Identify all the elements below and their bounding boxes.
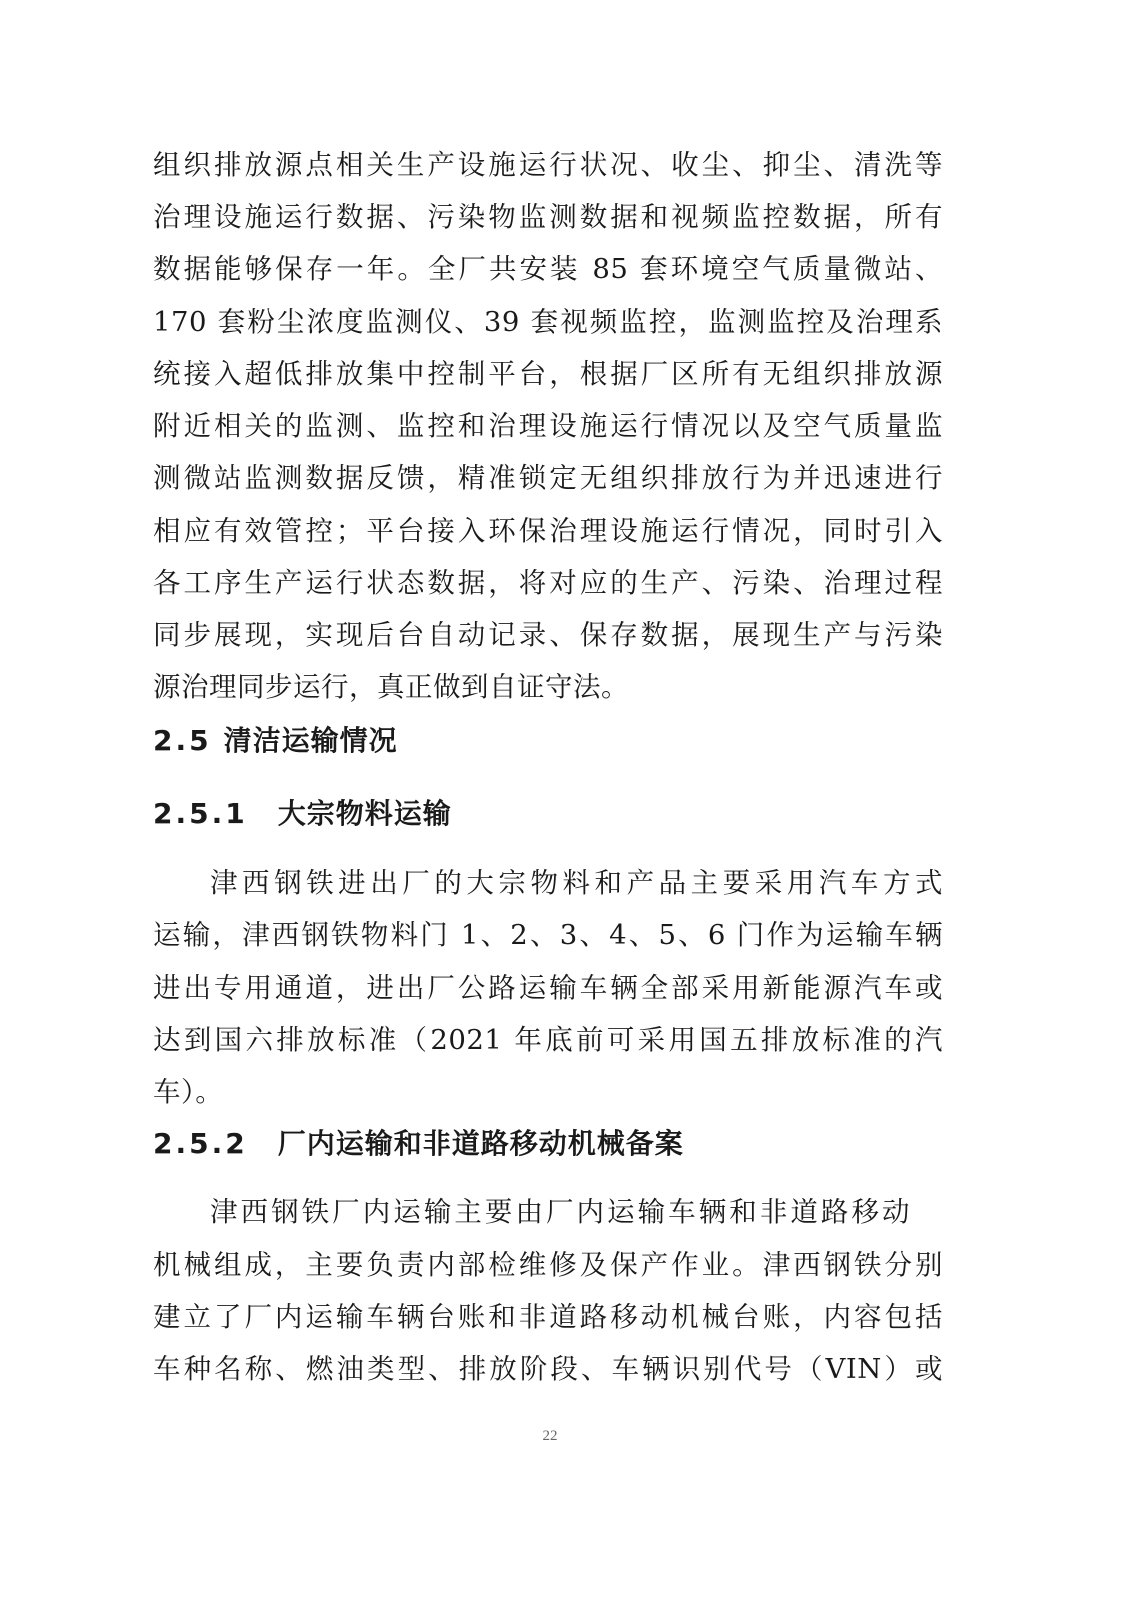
paragraph-line: 达到国六排放标准（2021 年底前可采用国五排放标准的汽 <box>153 1024 943 1056</box>
paragraph-line: 治理设施运行数据、污染物监测数据和视频监控数据，所有 <box>153 201 943 233</box>
page-number: 22 <box>542 1428 558 1444</box>
section-heading-2-5 <box>153 719 398 763</box>
section-title: 厂内运输和非道路移动机械备案 <box>277 1127 684 1160</box>
section-title: 大宗物料运输 <box>277 797 452 830</box>
paragraph-line: 机械组成，主要负责内部检维修及保产作业。津西钢铁分别 <box>153 1249 943 1281</box>
paragraph-line: 数据能够保存一年。全厂共安装 85 套环境空气质量微站、 <box>153 253 943 285</box>
paragraph-line: 运输，津西钢铁物料门 1、2、3、4、5、6 门作为运输车辆 <box>153 919 943 951</box>
section-number: 2.5.1 <box>153 797 248 830</box>
section-number: 2.5 <box>153 724 212 757</box>
paragraph-line: 附近相关的监测、监控和治理设施运行情况以及空气质量监 <box>153 410 943 442</box>
paragraph-line: 各工序生产运行状态数据，将对应的生产、污染、治理过程 <box>153 567 943 599</box>
paragraph-line: 同步展现，实现后台自动记录、保存数据，展现生产与污染 <box>153 619 943 651</box>
paragraph-line: 建立了厂内运输车辆台账和非道路移动机械台账，内容包括 <box>153 1301 943 1333</box>
paragraph-line: 进出专用通道，进出厂公路运输车辆全部采用新能源汽车或 <box>153 972 943 1004</box>
paragraph-line: 测微站监测数据反馈，精准锁定无组织排放行为并迅速进行 <box>153 462 943 494</box>
section-number: 2.5.2 <box>153 1127 248 1160</box>
paragraph-line: 相应有效管控；平台接入环保治理设施运行情况，同时引入 <box>153 515 943 547</box>
paragraph-line: 津西钢铁进出厂的大宗物料和产品主要采用汽车方式 <box>210 867 943 899</box>
section-heading-2-5-2 <box>153 1122 684 1166</box>
paragraph-line: 车）。 <box>153 1076 224 1108</box>
paragraph-line: 车种名称、燃油类型、排放阶段、车辆识别代号（VIN）或 <box>153 1353 943 1385</box>
paragraph-line: 统接入超低排放集中控制平台，根据厂区所有无组织排放源 <box>153 358 943 390</box>
paragraph-line: 津西钢铁厂内运输主要由厂内运输车辆和非道路移动 <box>210 1196 910 1228</box>
section-title: 清洁运输情况 <box>223 724 398 757</box>
paragraph-line: 170 套粉尘浓度监测仪、39 套视频监控，监测监控及治理系 <box>153 306 943 338</box>
paragraph-line: 组织排放源点相关生产设施运行状况、收尘、抑尘、清洗等 <box>153 149 943 181</box>
paragraph-line: 源治理同步运行，真正做到自证守法。 <box>153 671 629 703</box>
section-heading-2-5-1 <box>153 792 452 836</box>
